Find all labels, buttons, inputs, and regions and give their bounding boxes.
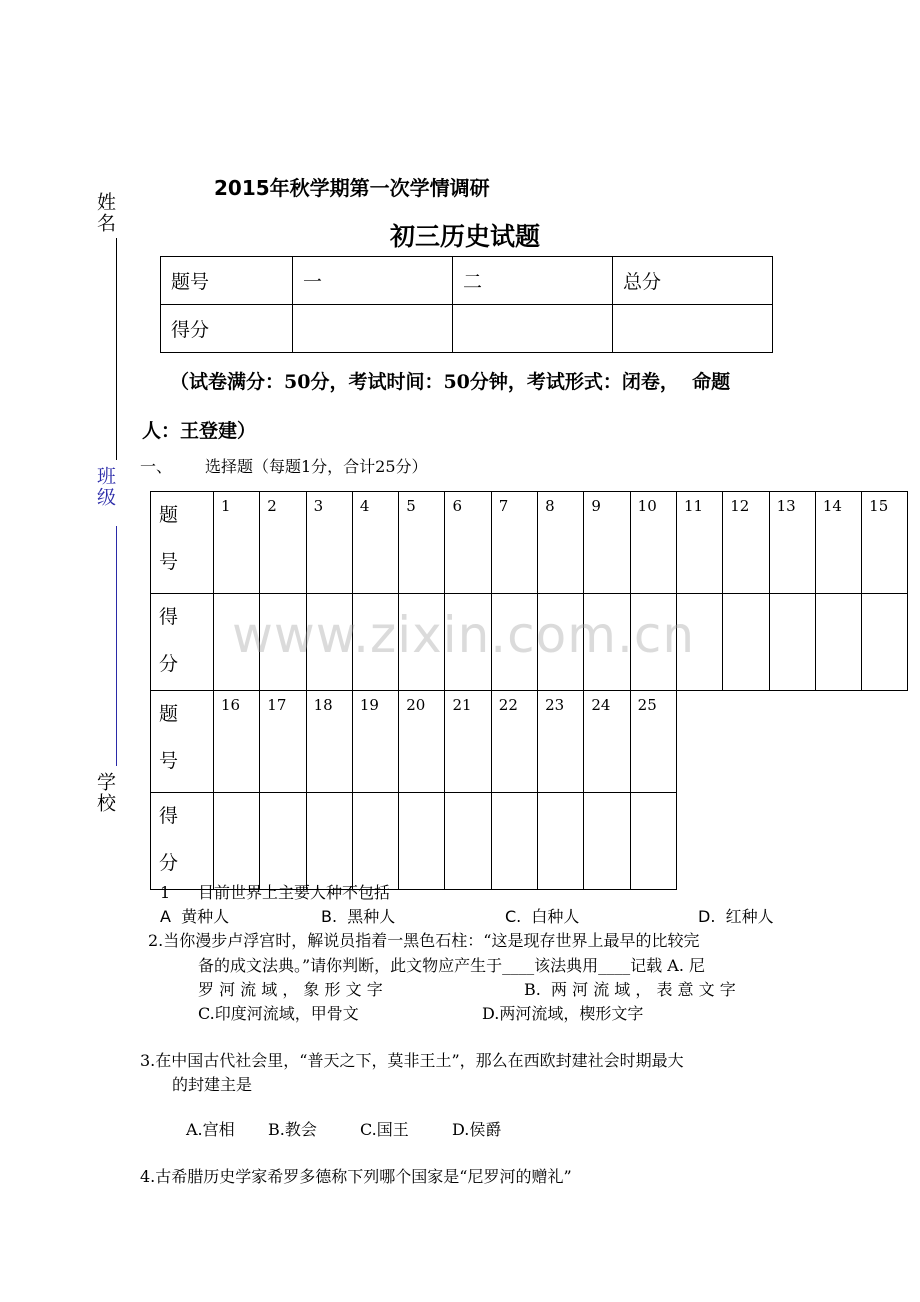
answer-cell[interactable] bbox=[862, 594, 908, 691]
answer-cell[interactable] bbox=[769, 594, 815, 691]
answer-cell[interactable] bbox=[260, 793, 306, 890]
q4-line1: 4.古希腊历史学家希罗多德称下列哪个国家是“尼罗河的赠礼” bbox=[140, 1167, 572, 1186]
question-number: 24 bbox=[584, 691, 630, 793]
grid-label-char: 号 bbox=[159, 750, 179, 772]
question-number: 5 bbox=[399, 492, 445, 594]
question-number: 13 bbox=[769, 492, 815, 594]
score-header-one: 一 bbox=[293, 257, 453, 305]
score-header-two: 二 bbox=[453, 257, 613, 305]
grid-blank bbox=[676, 691, 722, 793]
q2-line4b: D.两河流域，楔形文字 bbox=[482, 1004, 644, 1023]
score-table bbox=[160, 256, 773, 353]
name-label: 姓名 bbox=[94, 192, 116, 234]
q1-number: 1 bbox=[160, 883, 171, 902]
grid-label-char: 分 bbox=[159, 852, 179, 874]
question-number: 17 bbox=[260, 691, 306, 793]
answer-cell[interactable] bbox=[723, 594, 769, 691]
q2-line4a: C.印度河流域，甲骨文 bbox=[198, 1004, 359, 1023]
answer-cell[interactable] bbox=[491, 793, 537, 890]
question-number: 9 bbox=[584, 492, 630, 594]
answer-grid bbox=[150, 491, 908, 890]
q1-text: 目前世界上主要人种不包括 bbox=[198, 883, 391, 902]
question-number: 18 bbox=[306, 691, 352, 793]
grid-blank bbox=[815, 691, 861, 793]
section-number: 一、 bbox=[140, 457, 173, 476]
answer-cell[interactable] bbox=[630, 793, 676, 890]
q1-option-b: B. 黑种人 bbox=[321, 907, 396, 926]
grid-blank bbox=[723, 691, 769, 793]
q3-line1: 3.在中国古代社会里，“普天之下，莫非王土”，那么在西欧封建社会时期最大 bbox=[140, 1051, 684, 1070]
grid-label-char: 号 bbox=[159, 551, 179, 573]
question-number: 7 bbox=[491, 492, 537, 594]
question-number: 15 bbox=[862, 492, 908, 594]
question-number: 3 bbox=[306, 492, 352, 594]
grid-blank bbox=[723, 793, 769, 890]
question-number: 12 bbox=[723, 492, 769, 594]
question-number: 16 bbox=[214, 691, 260, 793]
score-header-tihao: 题号 bbox=[161, 257, 293, 305]
answer-cell[interactable] bbox=[445, 793, 491, 890]
q3-line2: 的封建主是 bbox=[172, 1075, 253, 1094]
question-number: 8 bbox=[538, 492, 584, 594]
question-number: 20 bbox=[399, 691, 445, 793]
exam-title: 2015年秋学期第一次学情调研 bbox=[214, 176, 490, 200]
exam-subtitle: 初三历史试题 bbox=[390, 222, 541, 251]
q3-option-d: D.侯爵 bbox=[452, 1120, 502, 1139]
answer-cell[interactable] bbox=[815, 594, 861, 691]
grid-label-char: 题 bbox=[159, 703, 179, 725]
answer-cell[interactable] bbox=[584, 793, 630, 890]
answer-cell[interactable] bbox=[306, 793, 352, 890]
grid-blank bbox=[815, 793, 861, 890]
q2-line1: 2.当你漫步卢浮宫时，解说员指着一黑色石柱：“这是现存世界上最早的比较完 bbox=[148, 931, 700, 950]
score-cell-one[interactable] bbox=[293, 305, 453, 353]
q1-option-d: D. 红种人 bbox=[698, 907, 774, 926]
grid-blank bbox=[769, 793, 815, 890]
name-line bbox=[116, 238, 117, 460]
q1-option-c: C. 白种人 bbox=[505, 907, 580, 926]
grid-label-tihao bbox=[151, 492, 214, 594]
grid-label-defen bbox=[151, 594, 214, 691]
answer-cell[interactable] bbox=[352, 793, 398, 890]
grid-label-char: 分 bbox=[159, 653, 179, 675]
score-cell-total[interactable] bbox=[613, 305, 773, 353]
grid-label-char: 得 bbox=[159, 805, 179, 827]
grid-blank bbox=[676, 793, 722, 890]
question-number: 25 bbox=[630, 691, 676, 793]
watermark: www.zixin.com.cn bbox=[232, 606, 696, 664]
question-number: 6 bbox=[445, 492, 491, 594]
score-label-defen: 得分 bbox=[161, 305, 293, 353]
answer-cell[interactable] bbox=[538, 793, 584, 890]
exam-info-line2: 人：王登建） bbox=[142, 420, 257, 442]
section-title: 选择题（每题1分，合计25分） bbox=[205, 457, 428, 476]
grid-blank bbox=[862, 691, 908, 793]
q3-option-c: C.国王 bbox=[360, 1120, 409, 1139]
q1-option-a: A 黄种人 bbox=[160, 907, 230, 926]
question-number: 1 bbox=[214, 492, 260, 594]
question-number: 19 bbox=[352, 691, 398, 793]
q3-option-a: A.宫相 bbox=[186, 1120, 235, 1139]
q3-option-b: B.教会 bbox=[268, 1120, 317, 1139]
question-number: 21 bbox=[445, 691, 491, 793]
q2-line3a: 罗 河 流 域 ， 象 形 文 字 bbox=[198, 980, 383, 999]
question-number: 11 bbox=[676, 492, 722, 594]
question-number: 10 bbox=[630, 492, 676, 594]
class-line bbox=[116, 526, 117, 766]
question-number: 23 bbox=[538, 691, 584, 793]
question-number: 2 bbox=[260, 492, 306, 594]
class-label: 班级 bbox=[94, 466, 116, 508]
grid-blank bbox=[769, 691, 815, 793]
exam-info-line1: （试卷满分：50分，考试时间：50分钟，考试形式：闭卷， 命题 bbox=[170, 371, 731, 393]
grid-label-char: 得 bbox=[159, 606, 179, 628]
q2-line2: 备的成文法典。”请你判断，此文物应产生于____该法典用____记载 A. 尼 bbox=[198, 956, 705, 975]
question-number: 4 bbox=[352, 492, 398, 594]
grid-label-tihao bbox=[151, 691, 214, 793]
grid-blank bbox=[862, 793, 908, 890]
score-cell-two[interactable] bbox=[453, 305, 613, 353]
q2-line3b: B. 两 河 流 域 ， 表 意 文 字 bbox=[524, 980, 736, 999]
answer-cell[interactable] bbox=[214, 793, 260, 890]
school-label: 学校 bbox=[94, 772, 116, 814]
score-header-total: 总分 bbox=[613, 257, 773, 305]
answer-cell[interactable] bbox=[399, 793, 445, 890]
grid-label-defen bbox=[151, 793, 214, 890]
question-number: 22 bbox=[491, 691, 537, 793]
question-number: 14 bbox=[815, 492, 861, 594]
grid-label-char: 题 bbox=[159, 504, 179, 526]
